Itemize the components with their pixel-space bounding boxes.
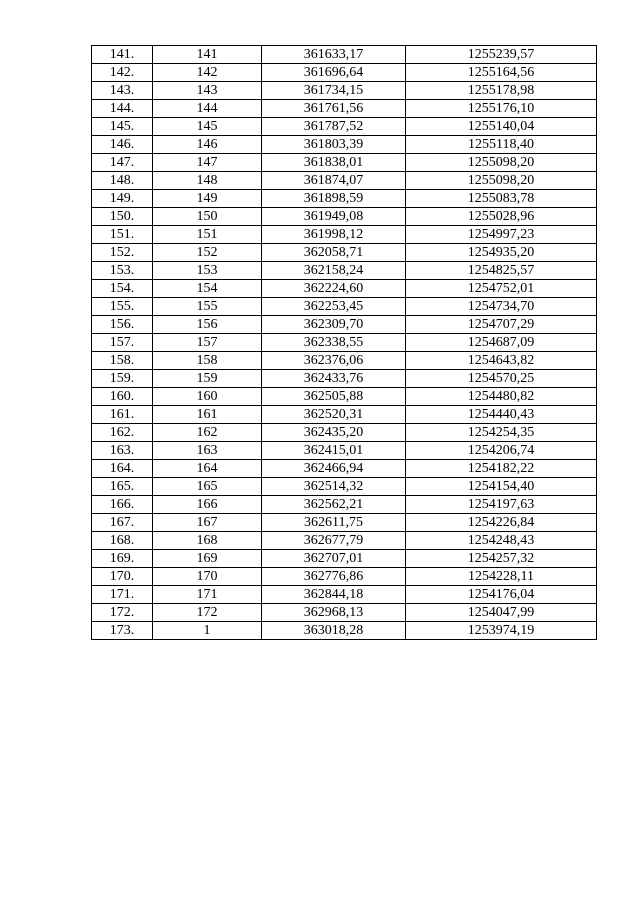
x-coordinate-cell: 361949,08 bbox=[262, 208, 406, 226]
point-number-cell: 144 bbox=[153, 100, 262, 118]
y-coordinate-cell: 1254176,04 bbox=[406, 586, 597, 604]
point-number-cell: 161 bbox=[153, 406, 262, 424]
y-coordinate-cell: 1254997,23 bbox=[406, 226, 597, 244]
table-row bbox=[92, 64, 597, 82]
x-coordinate-cell: 362309,70 bbox=[262, 316, 406, 334]
table-row bbox=[92, 154, 597, 172]
point-number-cell: 171 bbox=[153, 586, 262, 604]
row-number-cell: 173. bbox=[92, 622, 153, 640]
point-number-cell: 167 bbox=[153, 514, 262, 532]
table-row bbox=[92, 532, 597, 550]
row-number-cell: 150. bbox=[92, 208, 153, 226]
x-coordinate-cell: 362338,55 bbox=[262, 334, 406, 352]
table-row bbox=[92, 100, 597, 118]
row-number-cell: 155. bbox=[92, 298, 153, 316]
point-number-cell: 170 bbox=[153, 568, 262, 586]
x-coordinate-cell: 363018,28 bbox=[262, 622, 406, 640]
table-row bbox=[92, 424, 597, 442]
y-coordinate-cell: 1254047,99 bbox=[406, 604, 597, 622]
x-coordinate-cell: 361998,12 bbox=[262, 226, 406, 244]
y-coordinate-cell: 1254707,29 bbox=[406, 316, 597, 334]
point-number-cell: 155 bbox=[153, 298, 262, 316]
y-coordinate-cell: 1254480,82 bbox=[406, 388, 597, 406]
row-number-cell: 164. bbox=[92, 460, 153, 478]
x-coordinate-cell: 361633,17 bbox=[262, 46, 406, 64]
table-row bbox=[92, 136, 597, 154]
point-number-cell: 160 bbox=[153, 388, 262, 406]
row-number-cell: 144. bbox=[92, 100, 153, 118]
x-coordinate-cell: 362514,32 bbox=[262, 478, 406, 496]
x-coordinate-cell: 362435,20 bbox=[262, 424, 406, 442]
row-number-cell: 145. bbox=[92, 118, 153, 136]
y-coordinate-cell: 1255140,04 bbox=[406, 118, 597, 136]
table-row bbox=[92, 82, 597, 100]
point-number-cell: 152 bbox=[153, 244, 262, 262]
table-row bbox=[92, 244, 597, 262]
y-coordinate-cell: 1255178,98 bbox=[406, 82, 597, 100]
y-coordinate-cell: 1254197,63 bbox=[406, 496, 597, 514]
table-row bbox=[92, 334, 597, 352]
x-coordinate-cell: 362253,45 bbox=[262, 298, 406, 316]
row-number-cell: 151. bbox=[92, 226, 153, 244]
table-row bbox=[92, 298, 597, 316]
x-coordinate-cell: 361803,39 bbox=[262, 136, 406, 154]
row-number-cell: 152. bbox=[92, 244, 153, 262]
point-number-cell: 142 bbox=[153, 64, 262, 82]
x-coordinate-cell: 362415,01 bbox=[262, 442, 406, 460]
y-coordinate-cell: 1254935,20 bbox=[406, 244, 597, 262]
y-coordinate-cell: 1254257,32 bbox=[406, 550, 597, 568]
point-number-cell: 151 bbox=[153, 226, 262, 244]
row-number-cell: 160. bbox=[92, 388, 153, 406]
point-number-cell: 149 bbox=[153, 190, 262, 208]
y-coordinate-cell: 1255098,20 bbox=[406, 154, 597, 172]
point-number-cell: 162 bbox=[153, 424, 262, 442]
table-row bbox=[92, 568, 597, 586]
y-coordinate-cell: 1254154,40 bbox=[406, 478, 597, 496]
row-number-cell: 165. bbox=[92, 478, 153, 496]
row-number-cell: 166. bbox=[92, 496, 153, 514]
point-number-cell: 168 bbox=[153, 532, 262, 550]
x-coordinate-cell: 362466,94 bbox=[262, 460, 406, 478]
row-number-cell: 161. bbox=[92, 406, 153, 424]
table-row bbox=[92, 280, 597, 298]
row-number-cell: 149. bbox=[92, 190, 153, 208]
row-number-cell: 172. bbox=[92, 604, 153, 622]
y-coordinate-cell: 1254825,57 bbox=[406, 262, 597, 280]
table-row bbox=[92, 172, 597, 190]
table-row bbox=[92, 316, 597, 334]
x-coordinate-cell: 361734,15 bbox=[262, 82, 406, 100]
y-coordinate-cell: 1255239,57 bbox=[406, 46, 597, 64]
point-number-cell: 169 bbox=[153, 550, 262, 568]
y-coordinate-cell: 1254687,09 bbox=[406, 334, 597, 352]
x-coordinate-cell: 362158,24 bbox=[262, 262, 406, 280]
table-row bbox=[92, 226, 597, 244]
x-coordinate-cell: 362968,13 bbox=[262, 604, 406, 622]
row-number-cell: 169. bbox=[92, 550, 153, 568]
table-row bbox=[92, 370, 597, 388]
table-row bbox=[92, 622, 597, 640]
point-number-cell: 147 bbox=[153, 154, 262, 172]
point-number-cell: 172 bbox=[153, 604, 262, 622]
y-coordinate-cell: 1254226,84 bbox=[406, 514, 597, 532]
y-coordinate-cell: 1254752,01 bbox=[406, 280, 597, 298]
row-number-cell: 143. bbox=[92, 82, 153, 100]
y-coordinate-cell: 1254643,82 bbox=[406, 352, 597, 370]
y-coordinate-cell: 1255164,56 bbox=[406, 64, 597, 82]
x-coordinate-cell: 362562,21 bbox=[262, 496, 406, 514]
x-coordinate-cell: 362707,01 bbox=[262, 550, 406, 568]
table-row bbox=[92, 118, 597, 136]
x-coordinate-cell: 362376,06 bbox=[262, 352, 406, 370]
row-number-cell: 142. bbox=[92, 64, 153, 82]
x-coordinate-cell: 362677,79 bbox=[262, 532, 406, 550]
x-coordinate-cell: 361898,59 bbox=[262, 190, 406, 208]
point-number-cell: 158 bbox=[153, 352, 262, 370]
row-number-cell: 168. bbox=[92, 532, 153, 550]
y-coordinate-cell: 1254182,22 bbox=[406, 460, 597, 478]
point-number-cell: 163 bbox=[153, 442, 262, 460]
coordinates-table bbox=[91, 45, 597, 640]
y-coordinate-cell: 1255176,10 bbox=[406, 100, 597, 118]
point-number-cell: 153 bbox=[153, 262, 262, 280]
y-coordinate-cell: 1253974,19 bbox=[406, 622, 597, 640]
x-coordinate-cell: 361761,56 bbox=[262, 100, 406, 118]
row-number-cell: 158. bbox=[92, 352, 153, 370]
table-row bbox=[92, 388, 597, 406]
table-row bbox=[92, 406, 597, 424]
y-coordinate-cell: 1254206,74 bbox=[406, 442, 597, 460]
y-coordinate-cell: 1254570,25 bbox=[406, 370, 597, 388]
point-number-cell: 150 bbox=[153, 208, 262, 226]
x-coordinate-cell: 362611,75 bbox=[262, 514, 406, 532]
row-number-cell: 148. bbox=[92, 172, 153, 190]
table-row bbox=[92, 352, 597, 370]
row-number-cell: 154. bbox=[92, 280, 153, 298]
row-number-cell: 171. bbox=[92, 586, 153, 604]
x-coordinate-cell: 362505,88 bbox=[262, 388, 406, 406]
table-row bbox=[92, 586, 597, 604]
y-coordinate-cell: 1254254,35 bbox=[406, 424, 597, 442]
y-coordinate-cell: 1255098,20 bbox=[406, 172, 597, 190]
point-number-cell: 154 bbox=[153, 280, 262, 298]
y-coordinate-cell: 1254248,43 bbox=[406, 532, 597, 550]
point-number-cell: 165 bbox=[153, 478, 262, 496]
x-coordinate-cell: 362058,71 bbox=[262, 244, 406, 262]
row-number-cell: 156. bbox=[92, 316, 153, 334]
point-number-cell: 157 bbox=[153, 334, 262, 352]
table-row bbox=[92, 46, 597, 64]
x-coordinate-cell: 361696,64 bbox=[262, 64, 406, 82]
row-number-cell: 162. bbox=[92, 424, 153, 442]
point-number-cell: 143 bbox=[153, 82, 262, 100]
table-row bbox=[92, 190, 597, 208]
point-number-cell: 145 bbox=[153, 118, 262, 136]
x-coordinate-cell: 362433,76 bbox=[262, 370, 406, 388]
table-row bbox=[92, 460, 597, 478]
y-coordinate-cell: 1255028,96 bbox=[406, 208, 597, 226]
x-coordinate-cell: 361874,07 bbox=[262, 172, 406, 190]
row-number-cell: 146. bbox=[92, 136, 153, 154]
point-number-cell: 164 bbox=[153, 460, 262, 478]
row-number-cell: 147. bbox=[92, 154, 153, 172]
x-coordinate-cell: 361787,52 bbox=[262, 118, 406, 136]
point-number-cell: 159 bbox=[153, 370, 262, 388]
x-coordinate-cell: 362844,18 bbox=[262, 586, 406, 604]
coordinates-table-body bbox=[92, 46, 597, 640]
point-number-cell: 148 bbox=[153, 172, 262, 190]
point-number-cell: 146 bbox=[153, 136, 262, 154]
row-number-cell: 167. bbox=[92, 514, 153, 532]
table-row bbox=[92, 550, 597, 568]
table-row bbox=[92, 442, 597, 460]
point-number-cell: 141 bbox=[153, 46, 262, 64]
y-coordinate-cell: 1254228,11 bbox=[406, 568, 597, 586]
point-number-cell: 1 bbox=[153, 622, 262, 640]
row-number-cell: 157. bbox=[92, 334, 153, 352]
x-coordinate-cell: 362776,86 bbox=[262, 568, 406, 586]
y-coordinate-cell: 1255118,40 bbox=[406, 136, 597, 154]
row-number-cell: 170. bbox=[92, 568, 153, 586]
x-coordinate-cell: 362520,31 bbox=[262, 406, 406, 424]
y-coordinate-cell: 1254440,43 bbox=[406, 406, 597, 424]
x-coordinate-cell: 361838,01 bbox=[262, 154, 406, 172]
table-row bbox=[92, 262, 597, 280]
row-number-cell: 153. bbox=[92, 262, 153, 280]
y-coordinate-cell: 1255083,78 bbox=[406, 190, 597, 208]
row-number-cell: 141. bbox=[92, 46, 153, 64]
y-coordinate-cell: 1254734,70 bbox=[406, 298, 597, 316]
point-number-cell: 156 bbox=[153, 316, 262, 334]
table-row bbox=[92, 496, 597, 514]
point-number-cell: 166 bbox=[153, 496, 262, 514]
table-row bbox=[92, 514, 597, 532]
x-coordinate-cell: 362224,60 bbox=[262, 280, 406, 298]
table-row bbox=[92, 208, 597, 226]
table-row bbox=[92, 604, 597, 622]
row-number-cell: 159. bbox=[92, 370, 153, 388]
table-row bbox=[92, 478, 597, 496]
row-number-cell: 163. bbox=[92, 442, 153, 460]
